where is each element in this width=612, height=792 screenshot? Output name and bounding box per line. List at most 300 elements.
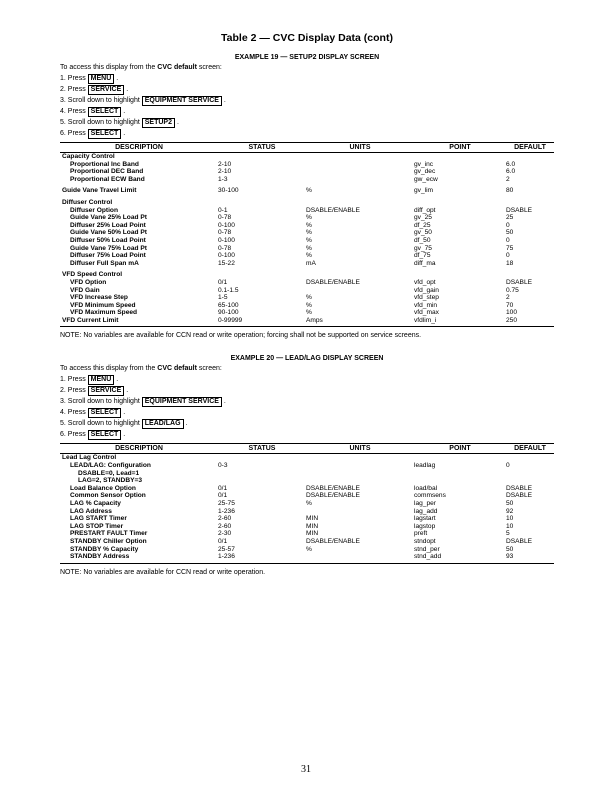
cell-units: DSABLE/ENABLE	[306, 278, 360, 286]
cell-description: LAG % Capacity	[70, 500, 121, 508]
step-item	[60, 84, 554, 95]
cell-status	[218, 454, 306, 462]
table-row	[60, 530, 554, 538]
cell-description: Guide Vane Travel Limit	[62, 187, 137, 195]
cell-description: Diffuser Full Span mA	[70, 259, 139, 267]
cell-status: 2-60	[218, 522, 232, 530]
cell-default: 0	[506, 221, 510, 229]
cell-units	[306, 287, 414, 295]
cell-default: 50	[506, 545, 514, 553]
cell-units: %	[306, 221, 312, 229]
cell-description: Diffuser 50% Load Point	[70, 236, 146, 244]
table-row	[60, 553, 554, 563]
step-item	[60, 128, 554, 139]
cell-default	[506, 477, 554, 485]
cell-point	[414, 267, 506, 279]
step-text: Scroll down to highlight	[67, 398, 140, 406]
step-end: .	[126, 387, 129, 395]
example-19-section	[60, 54, 554, 339]
table-row	[60, 195, 554, 207]
step-text: Press	[67, 130, 86, 137]
intro-suffix: screen:	[196, 365, 222, 373]
table-row	[60, 538, 554, 546]
cell-point: vfdlim_i	[414, 317, 506, 327]
softkey-lead-lag: LEAD/LAG	[142, 419, 184, 429]
cell-default: 18	[506, 259, 514, 267]
cell-default	[506, 454, 554, 462]
cell-description: STANDBY % Capacity	[70, 545, 139, 553]
cell-units: %	[306, 187, 312, 195]
step-item	[60, 418, 554, 429]
step-text: Scroll down to highlight	[67, 119, 140, 126]
cell-point: lag_per	[414, 500, 436, 508]
cell-point: commsens	[414, 492, 446, 500]
cell-units: DSABLE/ENABLE	[306, 206, 360, 214]
table-row	[60, 454, 554, 462]
cell-default	[506, 267, 554, 279]
softkey-setup2: SETUP2	[142, 118, 175, 128]
cell-units: %	[306, 500, 312, 508]
cell-status: 2-10	[218, 168, 232, 176]
cell-default	[506, 470, 554, 478]
cell-description: Guide Vane 75% Load Pt	[70, 244, 147, 252]
step-number: 4.	[60, 409, 66, 417]
step-item	[60, 429, 554, 440]
cell-units	[306, 153, 414, 161]
cell-units: MIN	[306, 522, 319, 530]
cell-units: Amps	[306, 317, 414, 327]
cell-units: MIN	[306, 530, 319, 538]
cell-description: Proportional ECW Band	[70, 175, 145, 183]
cell-description: LAG START Timer	[70, 515, 127, 523]
cell-status: 0-1	[218, 206, 228, 214]
cell-point: vfd_opt	[414, 278, 436, 286]
cell-point: leadlag	[414, 462, 436, 470]
cell-default: 70	[506, 301, 514, 309]
table-row	[60, 508, 554, 516]
column-header-status: STATUS	[218, 444, 306, 454]
table-header-row	[60, 143, 554, 153]
cell-default: 0	[506, 462, 510, 470]
table-row	[60, 462, 554, 470]
cell-status: 0/1	[218, 538, 228, 545]
step-end: .	[176, 119, 179, 126]
cell-status: 90-100	[218, 309, 239, 317]
cell-description: PRESTART FAULT Timer	[70, 530, 148, 538]
cell-status: 0-78	[218, 214, 232, 222]
cell-default: 92	[506, 507, 514, 515]
step-end: .	[123, 431, 126, 439]
step-end: .	[116, 376, 119, 384]
step-text: Press	[67, 409, 86, 417]
cell-description: VFD Current Limit	[60, 317, 218, 327]
example-title: EXAMPLE 20 — LEAD/LAG DISPLAY SCREEN	[230, 355, 384, 363]
cell-point: lagstart	[414, 515, 436, 523]
cell-status: 2-10	[218, 160, 232, 168]
cell-status: 2-60	[218, 515, 232, 523]
softkey-service: SERVICE	[88, 85, 125, 95]
table-row	[60, 523, 554, 531]
cell-point: vfd_max	[414, 309, 439, 317]
step-end: .	[223, 398, 226, 406]
cell-units: %	[306, 309, 312, 317]
table-row	[60, 309, 554, 317]
cell-status: 0-99999	[218, 317, 306, 327]
cell-point: stnd_add	[414, 553, 506, 563]
cell-units: %	[306, 294, 312, 302]
cell-point: lagstop	[414, 522, 436, 530]
cell-status: 1-236	[218, 507, 235, 515]
cell-point	[414, 195, 506, 207]
cell-point: diff_ma	[414, 259, 436, 267]
softkey-service: SERVICE	[88, 386, 125, 396]
cell-description: DSABLE=0, Lead=1	[78, 469, 140, 477]
step-number: 2.	[60, 86, 66, 93]
cell-status: 0.1-1.5	[218, 286, 239, 294]
softkey-menu: MENU	[88, 375, 115, 385]
cell-point: gv_dec	[414, 168, 436, 176]
step-item	[60, 106, 554, 117]
cell-units	[306, 195, 414, 207]
cell-status: 0-78	[218, 244, 232, 252]
cell-description: VFD Gain	[70, 286, 100, 294]
cell-default: DSABLE	[506, 206, 533, 214]
cell-units: %	[306, 244, 312, 252]
cell-units: %	[306, 545, 312, 553]
cell-default: 50	[506, 500, 514, 508]
cell-point: preft	[414, 530, 428, 538]
step-end: .	[123, 130, 126, 137]
example-title: EXAMPLE 19 — SETUP2 DISPLAY SCREEN	[234, 54, 380, 61]
table-row	[60, 287, 554, 295]
cell-units	[306, 470, 414, 478]
step-list	[60, 374, 554, 440]
step-list	[60, 73, 554, 139]
cell-units	[306, 462, 414, 470]
table-row	[60, 252, 554, 260]
cell-description: Diffuser 25% Load Point	[70, 221, 146, 229]
step-end: .	[123, 409, 126, 417]
display-data-table	[60, 142, 554, 327]
cell-description: VFD Maximum Speed	[70, 309, 138, 317]
cell-status: 15-22	[218, 259, 235, 267]
cell-status: 1-3	[218, 175, 228, 183]
cell-status: 30-100	[218, 187, 239, 195]
cell-point	[414, 470, 506, 478]
cell-units: MIN	[306, 515, 319, 523]
cell-default: 0.75	[506, 286, 519, 294]
step-text: Press	[67, 86, 86, 93]
cell-status: 0-100	[218, 252, 235, 260]
cell-status: 0-100	[218, 221, 235, 229]
cell-default: 10	[506, 515, 514, 523]
cell-default: 6.0	[506, 160, 516, 168]
cell-point: gv_25	[414, 214, 432, 222]
table-row	[60, 161, 554, 169]
cell-status: 1-5	[218, 294, 228, 302]
cell-point: gv_50	[414, 229, 432, 237]
cell-description: Diffuser Option	[70, 206, 118, 214]
cell-description: VFD Option	[70, 278, 107, 286]
step-end: .	[123, 108, 126, 115]
cell-units	[306, 161, 414, 169]
cell-status	[218, 195, 306, 207]
cell-status: 2-30	[218, 530, 232, 538]
page-number: 31	[301, 764, 311, 775]
cell-units: %	[306, 236, 312, 244]
cell-units: DSABLE/ENABLE	[306, 484, 360, 492]
table-row	[60, 168, 554, 176]
cell-point: diff_opt	[414, 206, 436, 214]
cell-units	[306, 508, 414, 516]
cell-description: STANDBY Chiller Option	[70, 538, 147, 545]
table-row	[60, 267, 554, 279]
step-number: 3.	[60, 398, 66, 406]
column-header-units: UNITS	[306, 143, 414, 153]
cell-units	[306, 168, 414, 176]
column-header-point: POINT	[414, 444, 506, 454]
cell-point	[414, 153, 506, 161]
table-row	[60, 302, 554, 310]
step-text: Scroll down to highlight	[67, 420, 140, 428]
cell-description: LEAD/LAG: Configuration	[70, 462, 151, 470]
column-header-default: DEFAULT	[506, 143, 554, 153]
cell-default: DSABLE	[506, 538, 533, 545]
softkey-select: SELECT	[88, 408, 122, 418]
cell-default: 10	[506, 522, 514, 530]
cell-status: 0-78	[218, 229, 232, 237]
cell-point: load/bal	[414, 484, 438, 492]
access-instructions	[60, 64, 554, 71]
step-end: .	[126, 86, 129, 93]
cell-point: gv_inc	[414, 160, 434, 168]
cell-units	[306, 267, 414, 279]
step-text: Press	[67, 387, 86, 395]
step-number: 3.	[60, 97, 66, 104]
cell-description: Capacity Control	[62, 153, 115, 160]
cell-units	[306, 553, 414, 563]
cell-point	[414, 454, 506, 462]
cell-default: 0	[506, 236, 510, 244]
cell-status: 0/1	[218, 492, 228, 500]
cell-description: VFD Speed Control	[62, 271, 123, 279]
cell-default: 100	[506, 309, 518, 317]
step-end: .	[223, 97, 226, 104]
table-row	[60, 515, 554, 523]
table-row	[60, 207, 554, 215]
access-instructions	[60, 365, 554, 372]
table-row	[60, 153, 554, 161]
cell-default: DSABLE	[506, 492, 533, 500]
document-page	[60, 32, 554, 576]
column-header-point: POINT	[414, 143, 506, 153]
table-row	[60, 546, 554, 554]
cell-default	[506, 153, 554, 161]
cell-description: STANDBY Address	[60, 553, 218, 563]
cell-status: 65-100	[218, 301, 239, 309]
table-row	[60, 183, 554, 195]
cell-point: df_75	[414, 252, 431, 260]
cell-point: vfd_gain	[414, 286, 439, 294]
table-row	[60, 214, 554, 222]
step-text: Press	[67, 376, 86, 384]
cell-units	[306, 477, 414, 485]
softkey-menu: MENU	[88, 74, 115, 84]
cell-status: 0-3	[218, 462, 228, 470]
cell-units	[306, 454, 414, 462]
cell-units: %	[306, 301, 312, 309]
intro-suffix: screen:	[196, 64, 222, 71]
step-item	[60, 117, 554, 128]
intro-screen-name: CVC default	[157, 365, 197, 373]
cell-status: 25-75	[218, 500, 235, 508]
cell-default: 2	[506, 175, 510, 183]
step-item	[60, 385, 554, 396]
cell-default	[506, 195, 554, 207]
cell-default: 6.0	[506, 168, 516, 176]
cell-description: Load Balance Option	[70, 484, 136, 492]
cell-default: 25	[506, 214, 514, 222]
cell-point: vfd_step	[414, 294, 439, 302]
cell-status: 0/1	[218, 484, 228, 492]
cell-point: gw_ecw	[414, 175, 438, 183]
step-number: 5.	[60, 420, 66, 428]
table-row	[60, 279, 554, 287]
table-header-row	[60, 444, 554, 454]
step-text: Press	[67, 431, 86, 439]
cell-default: 75	[506, 244, 514, 252]
table-row	[60, 294, 554, 302]
step-end: .	[185, 420, 188, 428]
display-data-table	[60, 443, 554, 563]
cell-units	[306, 176, 414, 184]
step-number: 1.	[60, 376, 66, 384]
softkey-equipment-service: EQUIPMENT SERVICE	[142, 397, 222, 407]
cell-point: stnd_per	[414, 545, 440, 553]
table-row	[60, 477, 554, 485]
table-row	[60, 485, 554, 493]
step-text: Scroll down to highlight	[67, 97, 140, 104]
column-header-description: DESCRIPTION	[60, 143, 218, 153]
step-item	[60, 374, 554, 385]
step-number: 1.	[60, 75, 66, 82]
step-item	[60, 407, 554, 418]
cell-point	[414, 477, 506, 485]
cell-description: LAG Address	[70, 507, 112, 515]
step-item	[60, 396, 554, 407]
cell-point: stndopt	[414, 538, 436, 545]
cell-point: vfd_min	[414, 301, 438, 309]
table-note: NOTE: No variables are available for CCN read or write operation; forcing shall not be supported on service screens.	[60, 332, 422, 340]
cell-status: 25-57	[218, 545, 235, 553]
step-end: .	[116, 75, 119, 82]
step-number: 4.	[60, 108, 66, 115]
table-row	[60, 317, 554, 327]
cell-status: 0/1	[218, 278, 228, 286]
step-number: 6.	[60, 130, 66, 137]
cell-default: 0	[506, 252, 510, 260]
cell-point: gv_75	[414, 244, 432, 252]
table-row	[60, 500, 554, 508]
table-row	[60, 470, 554, 478]
cell-description: Proportional DEC Band	[70, 168, 144, 176]
cell-description: Common Sensor Option	[70, 492, 146, 500]
cell-status: 0-100	[218, 236, 235, 244]
example-20-section	[60, 355, 554, 575]
cell-units: DSABLE/ENABLE	[306, 538, 360, 545]
cell-status	[218, 477, 306, 485]
table-row	[60, 237, 554, 245]
cell-units: %	[306, 214, 312, 222]
cell-default: 50	[506, 229, 514, 237]
cell-default: 250	[506, 317, 554, 327]
softkey-select: SELECT	[88, 430, 122, 440]
cell-description: Lead Lag Control	[62, 454, 117, 462]
step-number: 6.	[60, 431, 66, 439]
step-number: 5.	[60, 119, 66, 126]
step-text: Press	[67, 75, 86, 82]
cell-point: df_25	[414, 221, 431, 229]
cell-status: 1-236	[218, 553, 306, 563]
table-note: NOTE: No variables are available for CCN read or write operation.	[60, 568, 266, 576]
cell-units: %	[306, 229, 312, 237]
table-row	[60, 260, 554, 268]
cell-units: %	[306, 252, 312, 260]
cell-point: lag_add	[414, 507, 438, 515]
cell-description: LAG STOP Timer	[70, 522, 124, 530]
cell-point: gv_lim	[414, 187, 434, 195]
column-header-status: STATUS	[218, 143, 306, 153]
cell-units: mA	[306, 259, 316, 267]
step-text: Press	[67, 108, 86, 115]
intro-prefix: To access this display from the	[60, 365, 158, 373]
cell-description: Guide Vane 50% Load Pt	[70, 229, 147, 237]
column-header-default: DEFAULT	[506, 444, 554, 454]
intro-prefix: To access this display from the	[60, 64, 158, 71]
intro-screen-name: CVC default	[157, 64, 197, 71]
softkey-select: SELECT	[88, 129, 122, 139]
softkey-equipment-service: EQUIPMENT SERVICE	[142, 96, 222, 106]
cell-description: Diffuser Control	[62, 198, 113, 206]
cell-default: DSABLE	[506, 484, 533, 492]
step-number: 2.	[60, 387, 66, 395]
softkey-select: SELECT	[88, 107, 122, 117]
table-row	[60, 245, 554, 253]
cell-description: VFD Increase Step	[70, 294, 128, 302]
column-header-units: UNITS	[306, 444, 414, 454]
cell-point: df_50	[414, 236, 431, 244]
cell-default: 5	[506, 530, 510, 538]
cell-description: LAG=2, STANDBY=3	[78, 477, 142, 485]
cell-description: Guide Vane 25% Load Pt	[70, 214, 147, 222]
cell-status	[218, 470, 306, 478]
cell-description: Diffuser 75% Load Point	[70, 252, 146, 260]
column-header-description: DESCRIPTION	[60, 444, 218, 454]
cell-status	[218, 153, 306, 161]
cell-default: DSABLE	[506, 278, 533, 286]
table-row	[60, 492, 554, 500]
cell-description: Proportional Inc Band	[70, 160, 139, 168]
step-item	[60, 95, 554, 106]
table-row	[60, 222, 554, 230]
cell-units: DSABLE/ENABLE	[306, 492, 360, 500]
table-row	[60, 229, 554, 237]
table-row	[60, 176, 554, 184]
cell-status	[218, 267, 306, 279]
step-item	[60, 73, 554, 84]
cell-description: VFD Minimum Speed	[70, 301, 136, 309]
table-title: Table 2 — CVC Display Data (cont)	[221, 32, 393, 44]
